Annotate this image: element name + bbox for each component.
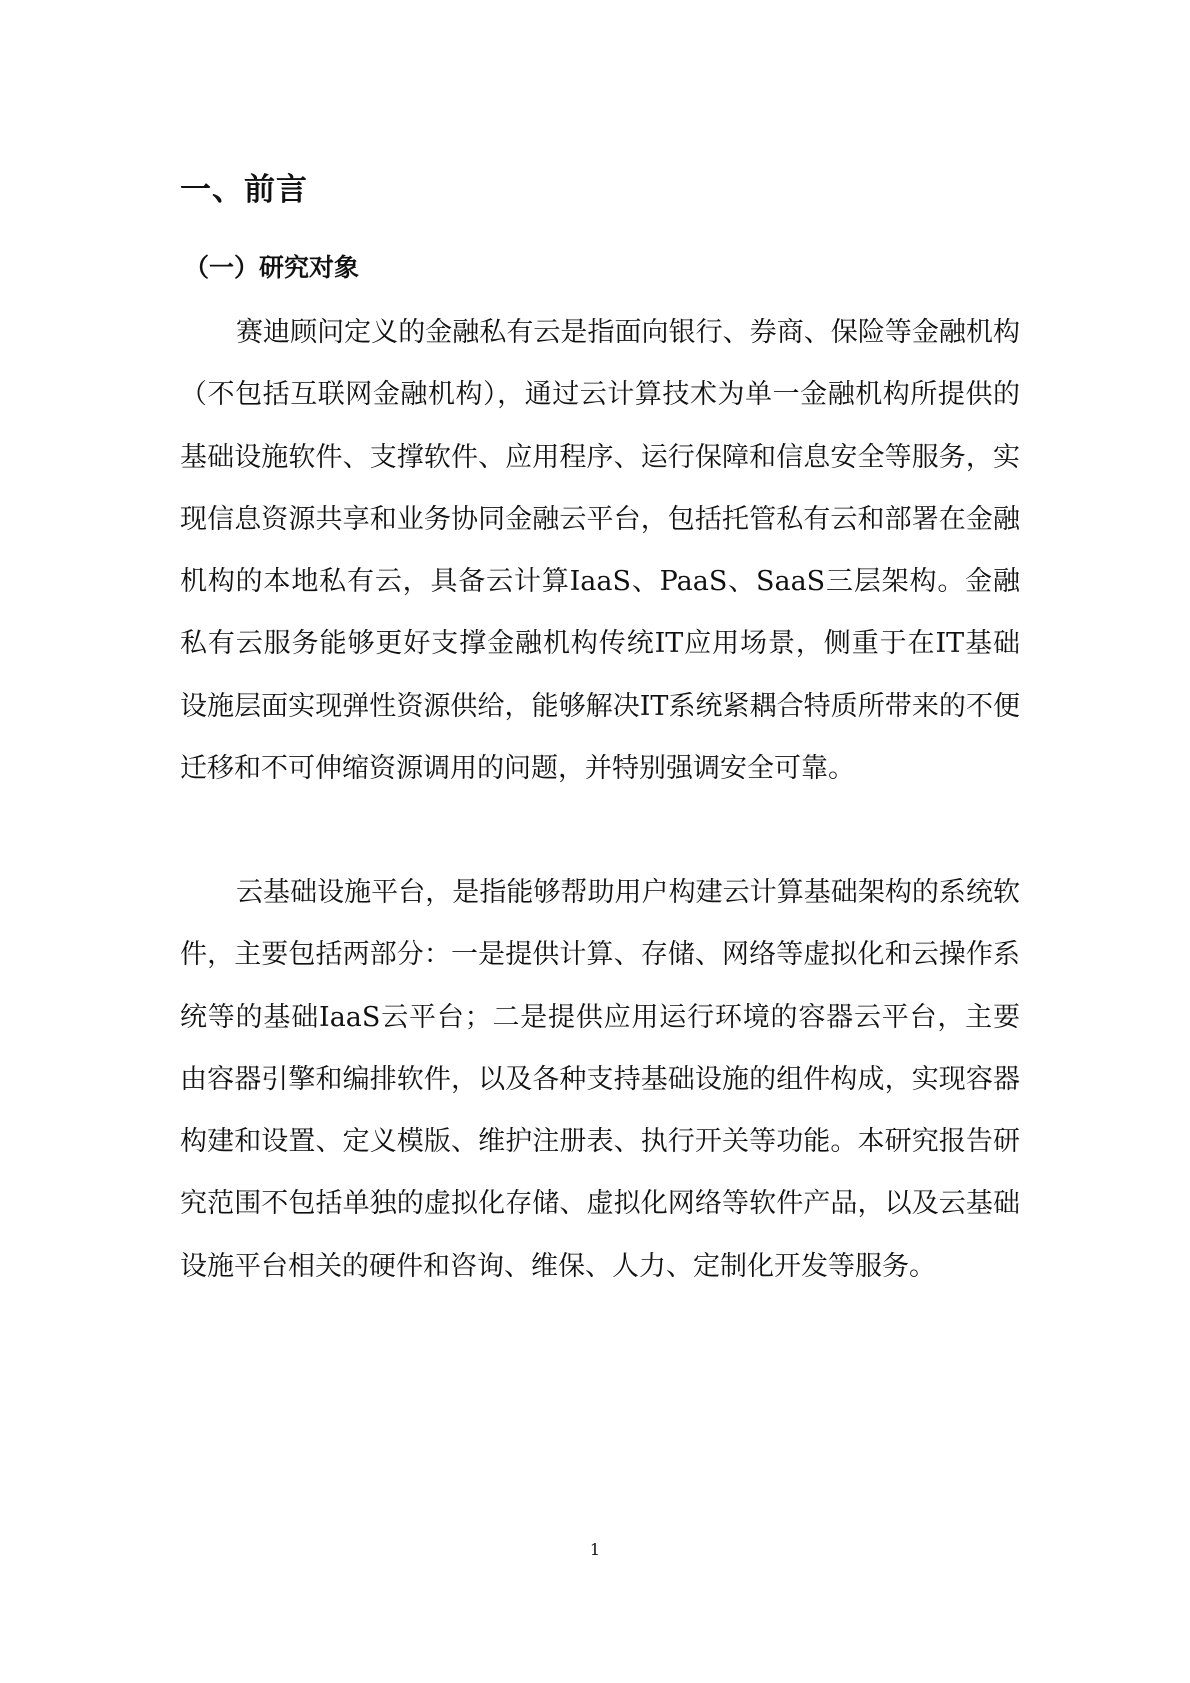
paragraph-research-object-definition: 赛迪顾问定义的金融私有云是指面向银行、券商、保险等金融机构（不包括互联网金融机构），通过云计算技术为单一金融机构所提供的基础设施软件、支撑软件、应用程序、运行保障和信息安全等服务，实现信息资源共享和业务协同金融云平台，包括托管私有云和部署在金融机构的本地私有云，具备云计算IaaS、PaaS、SaaS三层架构。金融私有云服务能够更好支撑金融机构传统IT应用场景，侧重于在IT基础设施层面实现弹性资源供给，能够解决IT系统紧耦合特质所带来的不便迁移和不可伸缩资源调用的问题，并特别强调安全可靠。 — [180, 317, 1020, 785]
section-heading: （一）研究对象 — [184, 253, 360, 282]
chapter-heading: 一、前言 — [180, 172, 308, 208]
page-number: 1 — [589, 1540, 601, 1559]
paragraph-cloud-infrastructure-platform: 云基础设施平台，是指能够帮助用户构建云计算基础架构的系统软件，主要包括两部分：一是提供计算、存储、网络等虚拟化和云操作系统等的基础IaaS云平台；二是提供应用运行环境的容器云平台，主要由容器引擎和编排软件，以及各种支持基础设施的组件构成，实现容器构建和设置、定义模版、维护注册表、执行开关等功能。本研究报告研究范围不包括单独的虚拟化存储、虚拟化网络等软件产品，以及云基础设施平台相关的硬件和咨询、维保、人力、定制化开发等服务。 — [180, 877, 1020, 1282]
